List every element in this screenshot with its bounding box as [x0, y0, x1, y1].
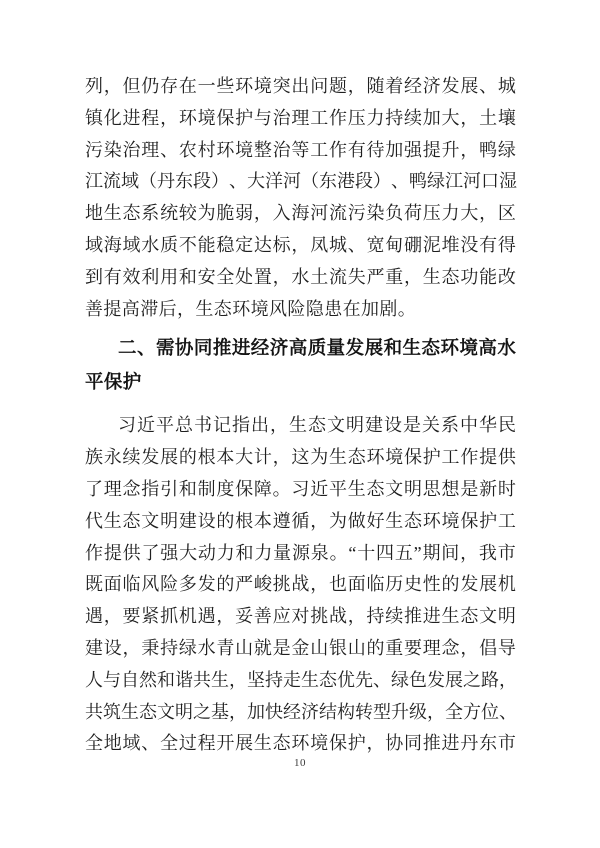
body-line: 共 筑 生 态 文 明 之 基 ， 加 快 经 济 结 构 转 型 升 级 ， 全 方 位 、 [85, 701, 517, 722]
section-heading [85, 331, 516, 399]
page-number: 10 [294, 757, 306, 769]
body-line: 习 近 平 总 书 记 指 出 ， 生 态 文 明 建 设 是 关 系 中 华 民 [118, 415, 516, 436]
body-line: 地 生 态 系 统 较 为 脆 弱 ， 入 海 河 流 污 染 负 荷 压 力 大 ， 区 [85, 203, 516, 224]
body-line: 既 面 临 风 险 多 发 的 严 峻 挑 战 ， 也 面 临 历 史 性 的 发 展 机 [85, 574, 516, 595]
body-line: 列 ， 但 仍 存 在 一 些 环 境 突 出 问 题 ， 随 着 经 济 发 展 、 城 [85, 76, 516, 96]
heading-line: 平保护 [85, 371, 142, 393]
body-line: 污 染 治 理 、 农 村 环 境 整 治 等 工 作 有 待 加 强 提 升 ， 鸭 绿 [85, 139, 516, 160]
body-line: 族 永 续 发 展 的 根 本 大 计 ， 这 为 生 态 环 境 保 护 工 作 提 供 [85, 447, 516, 468]
paragraph-ecological-civilization [85, 410, 516, 760]
body-line: 域 海 域 水 质 不 能 稳 定 达 标 ， 凤 城 、 宽 甸 硼 泥 堆 没 有 得 [85, 234, 516, 255]
body-line: 了 理 念 指 引 和 制 度 保 障 。 习 近 平 生 态 文 明 思 想 是 新 时 [85, 478, 516, 499]
body-line: 人 与 自 然 和 谐 共 生 ， 坚 持 走 生 态 优 先 、 绿 色 发 展 之 路 ， [85, 669, 517, 690]
body-line: 全 地 域 、 全 过 程 开 展 生 态 环 境 保 护 ， 协 同 推 进 丹 东 市 [85, 733, 516, 754]
page-body [85, 71, 516, 760]
body-line: 建 设 ， 秉 持 绿 水 青 山 就 是 金 山 银 山 的 重 要 理 念 ， 倡 导 [85, 637, 516, 658]
heading-line: 二 、 需 协 同 推 进 经 济 高 质 量 发 展 和 生 态 环 境 高 水 [118, 337, 516, 359]
paragraph-environment-problems [85, 71, 516, 325]
body-line: 作 提 供 了 强 大 动 力 和 力 量 源 泉 。 “ 十 四 五 ” 期 间 ， 我 市 [85, 542, 516, 563]
body-line: 镇 化 进 程 ， 环 境 保 护 与 治 理 工 作 压 力 持 续 加 大 ， 土 壤 [85, 107, 516, 128]
body-line: 遇 ， 要 紧 抓 机 遇 ， 妥 善 应 对 挑 战 ， 持 续 推 进 生 态 文 明 [85, 606, 516, 627]
body-line: 到 有 效 利 用 和 安 全 处 置 ， 水 土 流 失 严 重 ， 生 态 功 能 改 [85, 266, 516, 287]
body-line: 善提高滞后，生态环境风险隐患在加剧。 [85, 298, 417, 319]
body-line: 江 流 域 （ 丹 东 段 ） 、 大 洋 河 （ 东 港 段 ） 、 鸭 绿 江 河 口 湿 [85, 171, 517, 192]
body-line: 代 生 态 文 明 建 设 的 根 本 遵 循 ， 为 做 好 生 态 环 境 保 护 工 [85, 510, 516, 531]
